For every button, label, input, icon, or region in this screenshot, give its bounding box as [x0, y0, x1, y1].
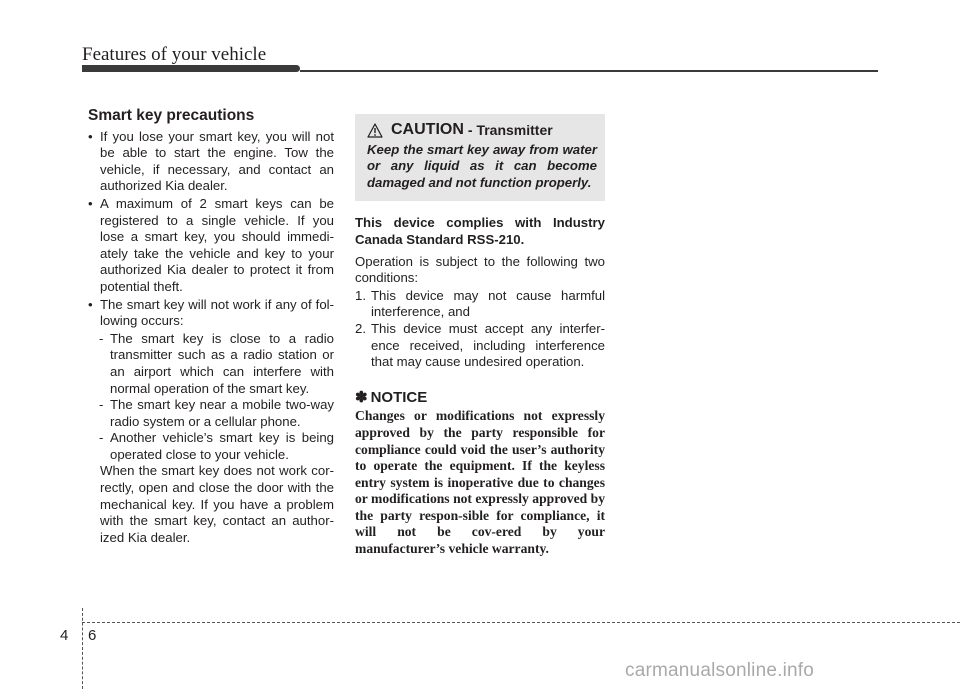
item-text: This device may not cause harmful interference, and — [371, 287, 605, 320]
conditions-intro: Operation is subject to the following two conditions: — [355, 253, 605, 286]
sub-item — [88, 331, 334, 397]
numbered-item — [355, 288, 605, 321]
footer-rule — [82, 622, 960, 623]
sub-item — [88, 430, 334, 463]
page-number: 6 — [88, 627, 97, 644]
caution-box — [355, 114, 605, 201]
smart-key-precautions-section — [88, 108, 334, 546]
item-text: This device must accept any interfer-ence received, including interference that may cause undesired operation. — [371, 320, 605, 370]
caution-text: Keep the smart key away from water or any liquid as it can become damaged and not function properly. — [367, 141, 597, 190]
sub-item — [88, 397, 334, 430]
warning-triangle-icon — [367, 123, 383, 138]
right-column — [355, 114, 605, 558]
sub-item-text: The smart key is close to a radio transmitter such as a radio station or an airport which can interfere with normal operation of the smart key. — [110, 330, 334, 396]
bullet-icon: • — [88, 296, 93, 312]
bullet-text: The smart key will not work if any of fol-lowing occurs: — [100, 296, 334, 329]
notice-title: NOTICE — [370, 388, 428, 406]
sub-item-text: The smart key near a mobile two-way radio system or a cellular phone. — [110, 397, 334, 429]
caution-header — [367, 122, 597, 139]
compliance-statement: This device complies with Industry Canada Standard RSS-210. — [355, 215, 605, 247]
section-title: Smart key precautions — [88, 107, 255, 124]
dash-icon: - — [99, 397, 104, 413]
bullet-item — [88, 129, 334, 195]
footer-divider — [82, 608, 83, 689]
notice-header — [355, 390, 605, 407]
page-title: Features of your vehicle — [82, 44, 267, 65]
chapter-number: 4 — [60, 627, 69, 644]
notice-text: Changes or modifications not expressly approved by the party responsible for compliance could void the user’s authority to operate the equipment. If the keyless entry system is inoperative due to changes or modifications not expressly approved by the party respon-sible for compliance, it will not be cov-ered by your manufacturer’s vehicle warranty. — [355, 408, 605, 557]
closing-paragraph: When the smart key does not work cor-rectly, open and close the door with the mechanical key. If you have a problem with the smart key, contact an author-ized Kia dealer. — [100, 463, 334, 545]
numbered-item — [355, 321, 605, 371]
header-rule — [300, 70, 878, 72]
bullet-item — [88, 196, 334, 296]
item-number: 2. — [355, 320, 366, 336]
caution-label: CAUTION — [391, 121, 464, 138]
dash-icon: - — [99, 430, 104, 446]
item-number: 1. — [355, 287, 366, 303]
bullet-icon: • — [88, 195, 93, 211]
header-bar — [82, 65, 300, 72]
bullet-item — [88, 297, 334, 330]
bullet-text: A maximum of 2 smart keys can be registered to a single vehicle. If you lose a smart key, you should immedi-ately take the vehicle and key to your authorized Kia dealer to protect it from potential theft. — [100, 195, 334, 294]
caution-subtitle: - Transmitter — [467, 122, 553, 138]
dash-icon: - — [99, 330, 104, 346]
watermark-text: carmanualsonline.info — [625, 660, 815, 681]
bullet-text: If you lose your smart key, you will not be able to start the engine. Tow the vehicle, if necessary, and contact an authorized Kia dealer. — [100, 128, 334, 194]
bullet-icon: • — [88, 128, 93, 144]
sub-item-text: Another vehicle’s smart key is being operated close to your vehicle. — [110, 430, 334, 462]
asterisk-icon: ✽ — [355, 388, 368, 406]
